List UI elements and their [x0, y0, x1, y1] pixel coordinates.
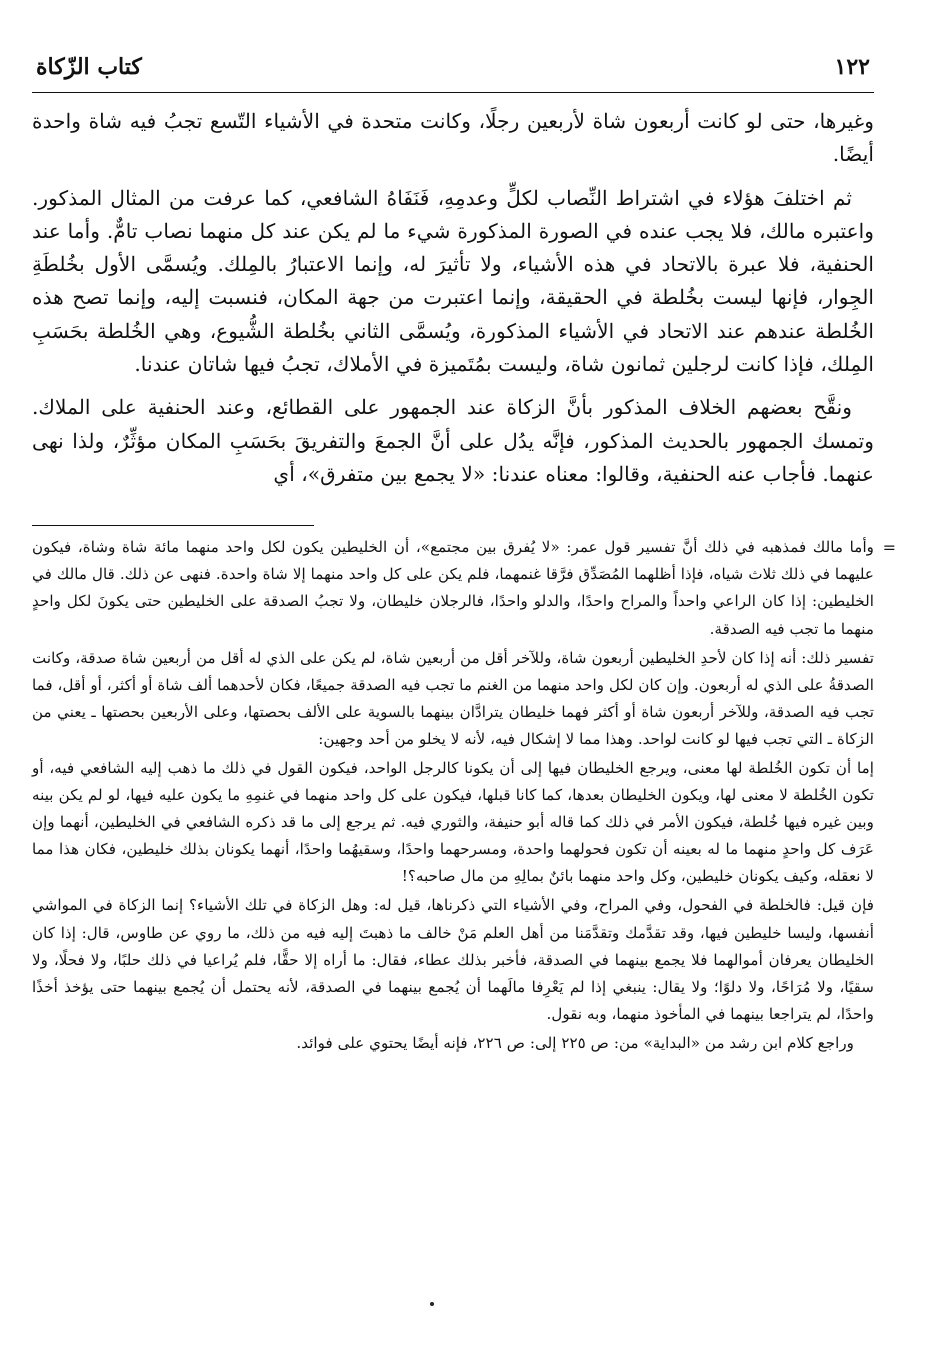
- footnote-continuation-mark: =: [882, 538, 896, 558]
- page-header: [32, 54, 874, 93]
- footnotes: [32, 534, 896, 1057]
- main-paragraph-3: ونقَّح بعضهم الخلاف المذكور بأنَّ الزكاة عند الجمهور على القطائع، وعند الحنفية على الملاك. وتمسك الجمهور بالحديث المذكور، فإنَّه يدُل على أنَّ الجمعَ والتفريقَ بحَسَبِ المكان مؤثِّرٌ، ولذا نهى عنهما. فأجاب عنه الحنفية، وقالوا: معناه عندنا: «لا يجمع بين متفرق»، أي: [32, 395, 874, 486]
- footnote-paragraph-3: إما أن تكون الخُلطة لها معنى، ويرجع الخليطان فيها إلى أن يكونا كالرجل الواحد، فيكون القول في ذلك ما ذهب إليه الشافعي فيه، أو تكون الخُلطة لا معنى لها، ويكون الخليطان بعدها، كما كانا قبلها، فيكون على كل واحد منهما في غنمِهِ ما يكون عليه فيها، لو لم يكن بينه وبين غيره فيها خُلطة، فيكون الأمر في ذلك كما قاله أبو حنيفة، والثوري فيه. ثم يرجع إلى ما قد ذكره الشافعي في الخليطين، أنهما وإن عَرَف كل واحدٍ منهما ما له بعينه أن تكون فحولهما واحدة، ومسرحهما واحدًا، وسقيهُما واحدًا، أنهما يكونان بذلك خليطين، فكان هذا مما لا نعقله، وكيف يكونان خليطين، وكل واحد منهما بائنٌ بمالِهِ من مال صاحبه؟!: [32, 759, 874, 886]
- book-title: كتاب الزّكاة: [36, 54, 142, 80]
- footnote-paragraph-4: فإن قيل: فالخلطة في الفحول، وفي المراح، وفي الأشياء التي ذكرناها، قيل له: وهل الزكاة في تلك الأشياء؟ إنما الزكاة في المواشي أنفسها، وليسا خليطين فيها، وقد تقدَّمك وتقدَّمَنا من أهل العلم مَنْ خالف ما ذهبتَ إليه فيه من ذلك، ما روي عن طاوس، قال: إذا كان الخليطان يعرفان أموالهما فلا يجمع بينهما في الصدقة، فأخبر بذلك عطاء، فقال: ما أراه إلا حقًّا، فلم يُراعيا في ذلك حلبًا، ولا فحلًا، ولا سقيًا، ولا مُرَاحًا، ولا دلوًا؛ ولا يقال: ينبغي إذا لم يَعْرِفا مالَهما أن يُجمع بينهما في الصدقة، لأنه يحتمل أن يُجمع بينهما حتى يؤخذ أخذًا واحدًا، لم يتراجعا بينهما في المأخوذ منهما، وبه نقول.: [32, 896, 874, 1023]
- footnote-paragraph-2: تفسير ذلك: أنه إذا كان لأحدِ الخليطين أربعون شاة، وللآخر أقل من أربعين شاة، لم يكن على الذي له أقل من أربعين شاة صدقة، وكانت الصدقةُ على الذي له أربعون. وإن كان لكل واحد منهما من الغنم ما تجب فيه الصدقة جميعًا، فكان لأحدهما ألف شاة أو أكثر، أو أقل، فما تجب فيه الصدقة، وللآخر أربعون شاة أو أكثر فهما خليطان يترادَّان بينهما بالسوية على الألف بحصتها، وعلى الأربعين بحصتها ـ يعني من الزكاة ـ التي تجب فيها لو كانت لواحد. وهذا مما لا إشكال فيه، لأنه لا يخلو من أحد وجهين:: [32, 648, 874, 748]
- footnote-paragraph-1: وأما مالك فمذهبه في ذلك أنَّ تفسير قول عمر: «لا يُفرق بين مجتمع»، أن الخليطين يكون لكل واحد منهما مائة شاة وشاة، فيكون عليهما في ذلك ثلاث شياه، فإذا أظلهما المُصَدِّق فرَّقا غنمهما، فلم يكن على كل واحد منهما إلا شاة واحدة. فنهى عن ذلك. قال مالك في الخليطين: إذا كان الراعي واحداً والمراح واحدًا، والدلو واحدًا، فالرجلان خليطان، ولا تجبُ الصدقة على الخليطين حتى يكونَ لكل واحدٍ منهما ما تجب فيه الصدقة.: [32, 538, 874, 638]
- footnote-separator: [32, 525, 314, 526]
- footnote-paragraph-5: وراجع كلام ابن رشد من «البداية» من: ص ٢٢٥ إلى: ص ٢٢٦، فإنه أيضًا يحتوي على فوائد.: [296, 1033, 854, 1052]
- page-dot-mark: [430, 1302, 434, 1306]
- main-paragraph-2: ثم اختلفَ هؤلاء في اشتراط النِّصاب لكلٍّ وعدمِهِ، فَنَفَاهُ الشافعي، كما عرفت من المثال المذكور. واعتبره مالك، فلا يجب عنده في الصورة المذكورة شيء ما لم يكن عند كل منهما نصاب تامٌّ. وأما عند الحنفية، فلا عبرة بالاتحاد في هذه الأشياء، ولا تأثيرَ له، وإنما الاعتبارُ بالمِلك. ويُسمَّى الأول بخُلطَةِ الجِوار، فإنها ليست بخُلطة في الحقيقة، وإنما اعتبرت من جهة المكان، فنسبت إليه، وإنما تصح هذه الخُلطة عندهم عند الاتحاد في الأشياء المذكورة، ويُسمَّى الثاني بخُلطة الشُّيوع، وهي الخُلطة بحَسَبِ المِلك، فإذا كانت لرجلين ثمانون شاة، وليست بمُتَميزة في الأملاك، تجبُ فيها شاتان عندنا.: [32, 185, 874, 377]
- page-number: ١٢٢: [834, 54, 870, 80]
- main-text: [32, 105, 874, 491]
- document-page: [32, 54, 896, 1344]
- main-paragraph-1: وغيرها، حتى لو كانت أربعون شاة لأربعين رجلًا، وكانت متحدة في الأشياء التّسع تجبُ فيه شاة واحدة أيضًا.: [32, 109, 874, 167]
